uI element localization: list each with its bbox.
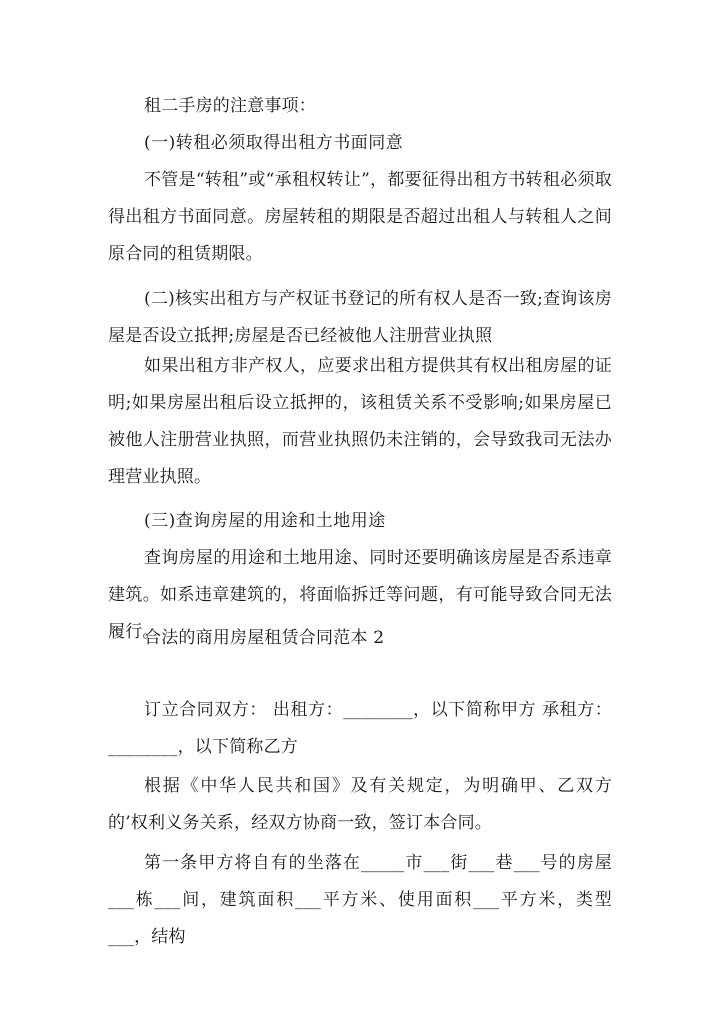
section3-heading: (三)查询房屋的用途和土地用途: [144, 511, 386, 531]
contract-title: 合法的商用房屋租赁合同范本 2: [144, 628, 385, 648]
contract-basis: 根据《中华人民共和国》及有关规定，为明确甲、乙双方的’权利义务关系，经双方协商一致，签订本合同。: [108, 776, 612, 833]
intro-title: 租二手房的注意事项：: [144, 96, 316, 116]
section1-body: 不管是“转租”或“承租权转让”，都要征得出租方书转租必须取得出租方书面同意。房屋转租的期限是否超过出租人与转租人之间原合同的租赁期限。: [108, 170, 612, 264]
contract-article-1: 第一条甲方将自有的坐落在_____市___街___巷___号的房屋___栋___间，建筑面积___平方米、使用面积___平方米，类型___，结构: [108, 853, 612, 947]
section1-heading: (一)转租必须取得出租方书面同意: [144, 133, 404, 153]
section3-body: 查询房屋的用途和土地用途、同时还要明确该房屋是否系违章建筑。如系违章建筑的，将面临拆迁等问题，有可能导致合同无法履行。: [108, 548, 612, 642]
section2-body: 如果出租方非产权人，应要求出租方提供其有权出租房屋的证明;如果房屋出租后设立抵押的，该租赁关系不受影响;如果房屋已被他人注册营业执照，而营业执照仍未注销的，会导致我司无法办理营业执照。: [108, 356, 612, 487]
contract-parties: 订立合同双方： 出租方：________，以下简称甲方 承租方：________，以下简称乙方: [108, 700, 612, 757]
section2-heading: (二)核实出租方与产权证书登记的所有权人是否一致;查询该房屋是否设立抵押;房屋是否已经被他人注册营业执照: [108, 289, 612, 346]
